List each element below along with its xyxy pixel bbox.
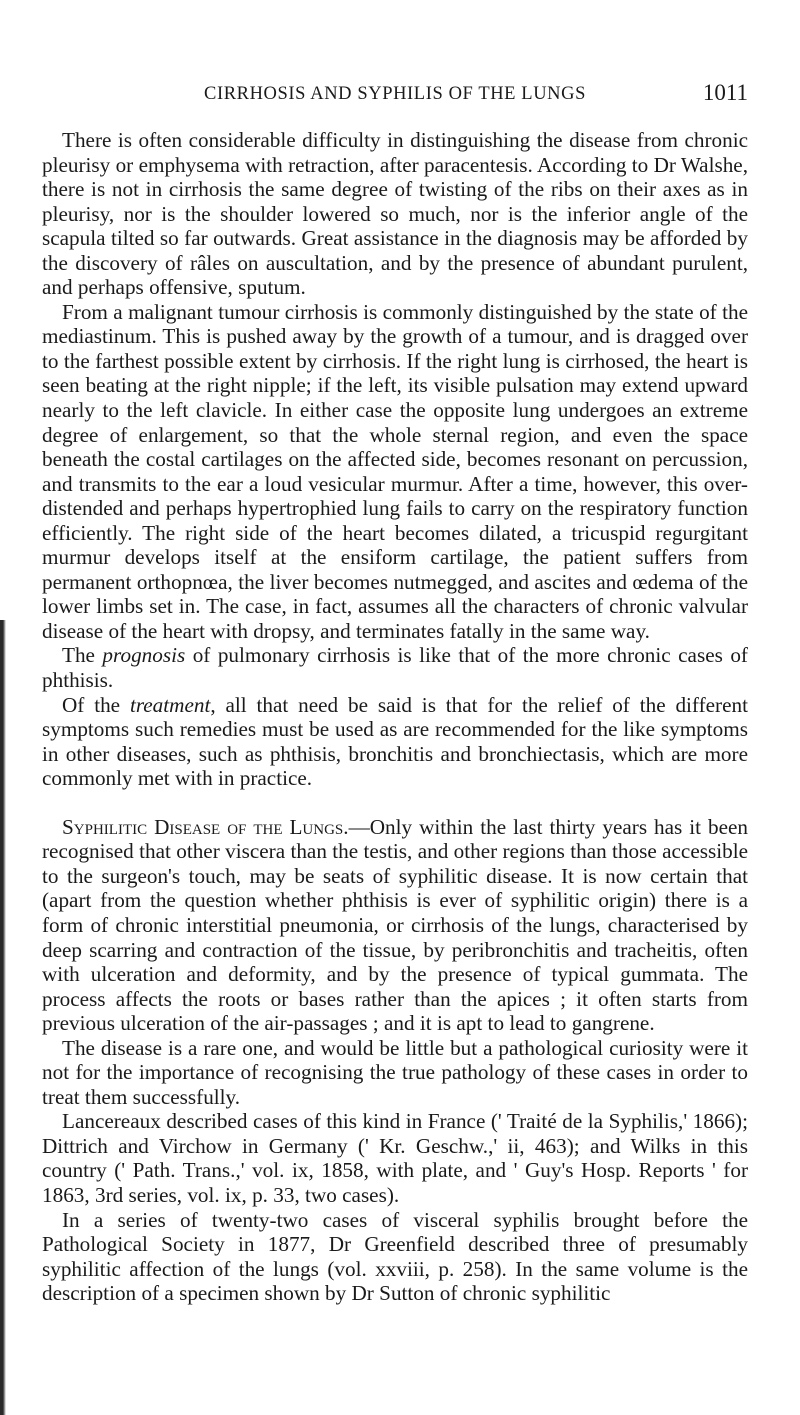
paragraph-rarity: The disease is a rare one, and would be little but a pathological curiosity were it not for the importance of recognising the true pathology of these cases in order to treat them successfully. [42, 1035, 748, 1109]
prognosis-text: of pulmonary cirrhosis is like that of the more chronic cases of phthisis. [42, 643, 748, 693]
syphilitic-text: —Only within the last thirty years has it been recognised that other viscera than the testis, and other regions than those accessible to the surgeon's touch, may be seats of syphilitic disease. It is now certain that (apart from the question whether phthisis is ever of syphilitic origin) there is a form of chronic interstitial pneumonia, or cirrhosis of the lungs, characterised by deep scarring and contraction of the tissue, by peribronchitis and tracheitis, often with ulceration and deformity, and by the presence of typical gummata. The process affects the roots or bases rather than the apices ; it often starts from previous ulceration of the air-passages ; and it is apt to lead to gangrene. [42, 814, 748, 1036]
prognosis-lead: The [62, 643, 103, 668]
treatment-lead: Of the [62, 692, 130, 717]
paragraph-treatment [42, 693, 748, 791]
page-edge-shadow [0, 620, 6, 1415]
paragraph-prognosis [42, 643, 748, 692]
body-text [42, 128, 748, 1306]
paragraph-pathological-society: In a series of twenty-two cases of visceral syphilis brought before the Pathological Society in 1877, Dr Greenfield described three of presumably syphilitic affection of the lungs (vol. xxviii, p. 258). In the same volume is the description of a specimen shown by Dr Sutton of chronic syphilitic [42, 1207, 748, 1306]
page-header [42, 80, 748, 114]
section-heading: Syphilitic Disease of the Lungs. [62, 814, 349, 839]
paragraph-differential-pleurisy: There is often considerable difficulty in distinguishing the disease from chronic pleurisy or emphysema with retraction, after paracentesis. According to Dr Walshe, there is not in cirrhosis the same degree of twisting of the ribs on their axes as in pleurisy, nor is the shoulder lowered so much, nor is the inferior angle of the scapula tilted so far outwards. Great assistance in the diagnosis may be afforded by the discovery of râles on auscultation, and by the presence of abundant purulent, and perhaps offensive, sputum. [42, 128, 748, 300]
treatment-term: treatment [129, 692, 211, 717]
page-number: 1011 [702, 80, 748, 105]
paragraph-malignant-tumour: From a malignant tumour cirrhosis is commonly distinguished by the state of the mediastinum. This is pushed away by the growth of a tumour, and is dragged over to the farthest possible extent by cirrhosis. If the right lung is cirrhosed, the heart is seen beating at the right nipple; if the left, its visible pulsation may extend upward nearly to the left clavicle. In either case the opposite lung undergoes an extreme degree of enlargement, so that the whole sternal region, and even the space beneath the costal cartilages on the affected side, becomes resonant on percussion, and transmits to the ear a loud vesicular murmur. After a time, however, this over-distended and perhaps hypertrophied lung fails to carry on the respiratory function efficiently. The right side of the heart becomes dilated, a tricuspid regurgitant murmur develops itself at the ensiform cartilage, the patient suffers from permanent orthopnœa, the liver becomes nutmegged, and ascites and œdema of the lower limbs set in. The case, in fact, assumes all the characters of chronic valvular disease of the heart with dropsy, and terminates fatally in the same way. [42, 299, 748, 643]
prognosis-term: prognosis [102, 643, 186, 668]
treatment-text: , all that need be said is that for the relief of the different symptoms such remedies must be used as are recommended for the like symptoms in other diseases, such as phthisis, bronchitis and bronchiectasis, which are more commonly met with in practice. [42, 692, 748, 791]
running-head: CIRRHOSIS AND SYPHILIS OF THE LUNGS [204, 84, 586, 104]
paragraph-literature: Lancereaux described cases of this kind in France (' Traité de la Syphilis,' 1866); Dittrich and Virchow in Germany (' Kr. Geschw.,' ii, 463); and Wilks in this country (' Path. Trans.,' vol. ix, 1858, with plate, and ' Guy's Hosp. Reports ' for 1863, 3rd series, vol. ix, p. 33, two cases). [42, 1109, 748, 1207]
paragraph-syphilitic-disease [42, 815, 748, 1036]
